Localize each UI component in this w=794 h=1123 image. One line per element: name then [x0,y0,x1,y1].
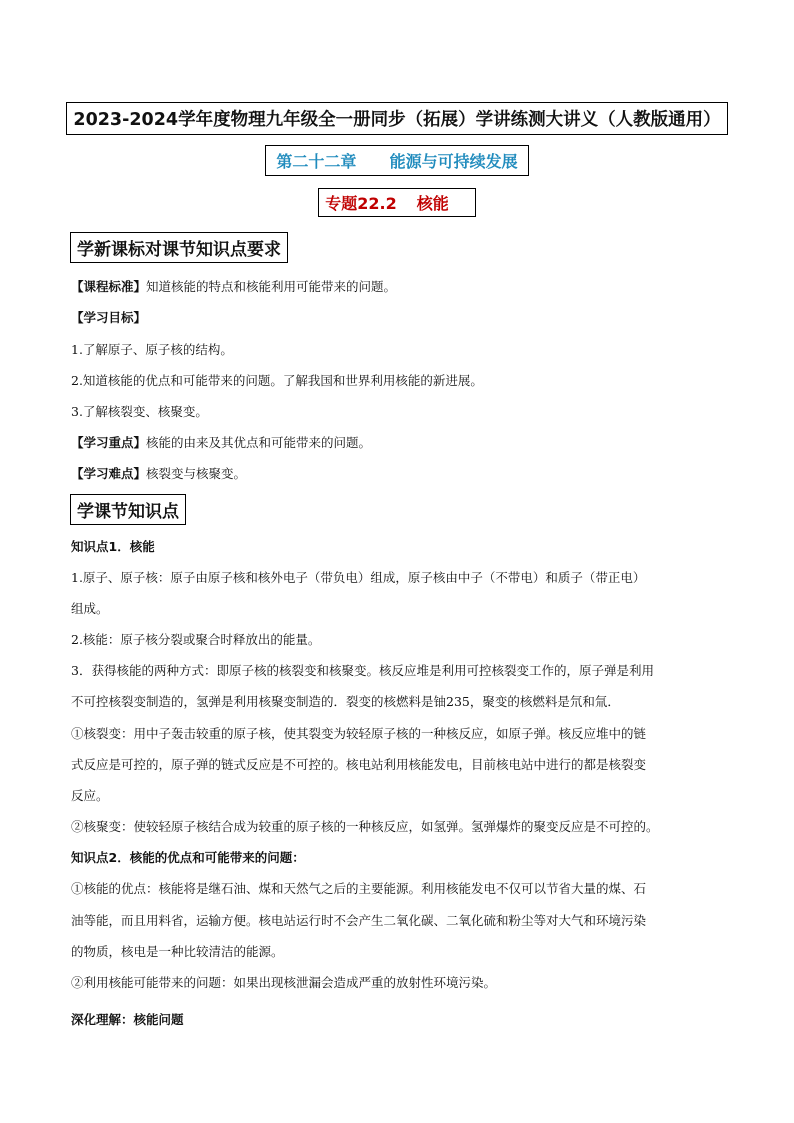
knowledge-point-title: 知识点1．核能 [71,539,155,554]
standard-label: 【课程标准】 [71,279,147,294]
document-title: 2023-2024学年度物理九年级全一册同步（拓展）学讲练测大讲义（人教版通用） [66,102,727,135]
paragraph-line: ①核能的优点：核能将是继石油、煤和天然气之后的主要能源。利用核能发电不仅可以节省大量的煤、石 [71,881,647,896]
paragraph-line: 反应。 [71,788,109,803]
difficult-point [71,466,246,482]
section-heading-knowledge: 学课节知识点 [70,494,186,525]
knowledge-point-title: 知识点2．核能的优点和可能带来的问题： [71,850,305,865]
paragraph-line: 式反应是可控的，原子弹的链式反应是不可控的。核电站利用核能发电，目前核电站中进行的都是核裂变 [71,757,647,772]
paragraph-line: 的物质，核电是一种比较清洁的能源。 [71,944,284,959]
goal-item: 2.知道核能的优点和可能带来的问题。了解我国和世界利用核能的新进展。 [71,373,483,388]
key-point [71,435,371,451]
chapter-number: 第二十二章 [276,152,357,171]
paragraph-line: 2.核能：原子核分裂或聚合时释放出的能量。 [71,632,321,647]
paragraph-line: 3．获得核能的两种方式：即原子核的核裂变和核聚变。核反应堆是利用可控核裂变工作的，原子弹是利用 [71,663,654,678]
standard-text: 知道核能的特点和核能利用可能带来的问题。 [146,279,397,294]
topic-row [0,188,794,217]
paragraph-line: ①核裂变：用中子轰击较重的原子核，使其裂变为较轻原子核的一种核反应，如原子弹。核反应堆中的链 [71,726,647,741]
topic-name: 核能 [416,194,449,213]
key-label: 【学习重点】 [71,435,147,450]
paragraph-line: ②核聚变：使较轻原子核结合成为较重的原子核的一种核反应，如氢弹。氢弹爆炸的聚变反应是不可控的。 [71,819,659,834]
paragraph-line: 组成。 [71,601,109,616]
paragraph-line: 油等能，而且用料省，运输方便。核电站运行时不会产生二氧化碳、二氧化硫和粉尘等对大气和环境污染 [71,913,647,928]
title-row [0,102,794,135]
topic-title [318,188,476,217]
chapter-title [265,145,528,176]
deep-understanding-title: 深化理解：核能问题 [71,1012,184,1027]
paragraph-line: 1.原子、原子核：原子由原子核和核外电子（带负电）组成，原子核由中子（不带电）和质子（带正电） [71,570,646,585]
chapter-name: 能源与可持续发展 [389,152,518,171]
curriculum-standard [71,279,396,295]
section-heading-requirements: 学新课标对课节知识点要求 [70,232,288,263]
paragraph-line: 不可控核裂变制造的，氢弹是利用核聚变制造的．裂变的核燃料是铀235，聚变的核燃料是氘和氚． [71,694,620,709]
chapter-row [0,145,794,176]
key-text: 核能的由来及其优点和可能带来的问题。 [146,435,372,450]
difficulty-text: 核裂变与核聚变。 [146,466,247,481]
goal-item: 3.了解核裂变、核聚变。 [71,404,208,419]
topic-number: 专题22.2 [325,194,397,213]
goal-item: 1.了解原子、原子核的结构。 [71,342,233,357]
goals-label: 【学习目标】 [71,310,147,325]
difficulty-label: 【学习难点】 [71,466,147,481]
paragraph-line: ②利用核能可能带来的问题：如果出现核泄漏会造成严重的放射性环境污染。 [71,975,497,990]
